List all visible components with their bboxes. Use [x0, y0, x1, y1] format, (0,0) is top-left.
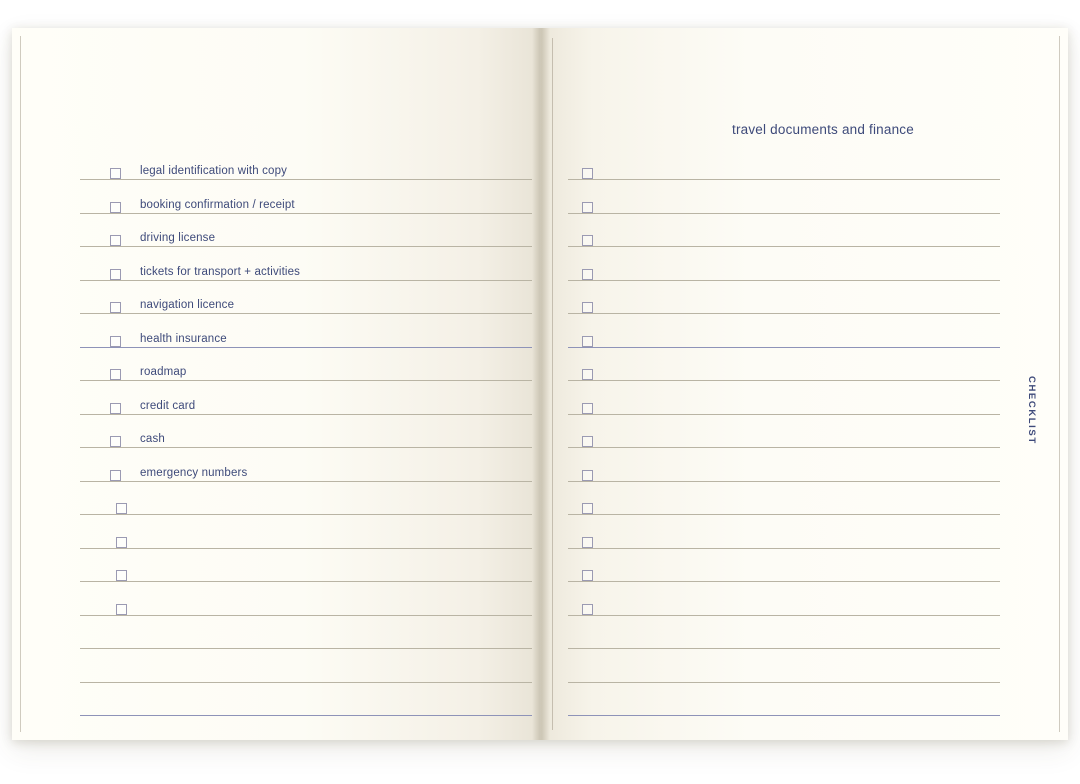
- checkbox-icon[interactable]: [110, 202, 121, 213]
- checklist-row[interactable]: [80, 433, 532, 458]
- checklist-item-label: cash: [140, 433, 165, 445]
- checklist-row[interactable]: [80, 570, 532, 592]
- checkbox-icon[interactable]: [582, 403, 593, 414]
- checkbox-icon[interactable]: [582, 503, 593, 514]
- checkbox-icon[interactable]: [582, 336, 593, 347]
- page-gutter-shadow: [532, 28, 550, 740]
- checkbox-icon[interactable]: [582, 302, 593, 313]
- checklist-row[interactable]: [568, 202, 1000, 224]
- blank-write-area[interactable]: [140, 600, 520, 618]
- checkbox-icon[interactable]: [110, 269, 121, 280]
- right-page-edge: [1059, 36, 1060, 732]
- blank-write-area[interactable]: [140, 499, 520, 517]
- checkbox-icon[interactable]: [110, 336, 121, 347]
- checklist-row[interactable]: [80, 266, 532, 291]
- checkbox-icon[interactable]: [116, 604, 127, 615]
- checklist-row[interactable]: [80, 537, 532, 559]
- blank-write-area[interactable]: [608, 265, 978, 283]
- checklist-item-label: health insurance: [140, 333, 227, 345]
- blank-write-area[interactable]: [608, 499, 978, 517]
- checklist-row[interactable]: [568, 604, 1000, 626]
- checkbox-icon[interactable]: [582, 369, 593, 380]
- page-title: travel documents and finance: [732, 122, 914, 137]
- checkbox-icon[interactable]: [116, 570, 127, 581]
- checklist-row[interactable]: [568, 537, 1000, 559]
- checkbox-icon[interactable]: [582, 235, 593, 246]
- checklist-row[interactable]: [80, 333, 532, 358]
- checklist-row[interactable]: [568, 436, 1000, 458]
- checklist-row[interactable]: [80, 199, 532, 224]
- checklist-item-label: roadmap: [140, 366, 187, 378]
- checklist-item-label: tickets for transport + activities: [140, 266, 301, 278]
- checkbox-icon[interactable]: [110, 235, 121, 246]
- checkbox-icon[interactable]: [110, 369, 121, 380]
- notebook-spread: [12, 28, 1068, 740]
- checklist-row[interactable]: [568, 470, 1000, 492]
- checkbox-icon[interactable]: [110, 168, 121, 179]
- checkbox-icon[interactable]: [582, 202, 593, 213]
- blank-write-area[interactable]: [608, 432, 978, 450]
- blank-write-area[interactable]: [140, 533, 520, 551]
- blank-write-area[interactable]: [608, 600, 978, 618]
- checkbox-icon[interactable]: [110, 302, 121, 313]
- checklist-row[interactable]: [568, 369, 1000, 391]
- checklist-row[interactable]: [80, 503, 532, 525]
- checklist-row[interactable]: [568, 336, 1000, 358]
- checklist-row[interactable]: [80, 165, 532, 190]
- checklist-row[interactable]: [568, 235, 1000, 257]
- blank-write-area[interactable]: [608, 466, 978, 484]
- checklist-item-label: legal identification with copy: [140, 165, 288, 177]
- checklist-row[interactable]: [80, 467, 532, 492]
- checklist-row[interactable]: [568, 570, 1000, 592]
- blank-write-area[interactable]: [140, 566, 520, 584]
- checkbox-icon[interactable]: [110, 436, 121, 447]
- checkbox-icon[interactable]: [582, 269, 593, 280]
- page-gutter-fold: [552, 38, 553, 730]
- checkbox-icon[interactable]: [582, 436, 593, 447]
- blank-write-area[interactable]: [608, 332, 978, 350]
- checklist-row[interactable]: [568, 168, 1000, 190]
- blank-write-area[interactable]: [608, 298, 978, 316]
- checklist-item-label: credit card: [140, 400, 196, 412]
- blank-write-area[interactable]: [608, 566, 978, 584]
- checkbox-icon[interactable]: [116, 537, 127, 548]
- blank-write-area[interactable]: [608, 231, 978, 249]
- checklist-row[interactable]: [568, 403, 1000, 425]
- checklist-row[interactable]: [568, 269, 1000, 291]
- blank-write-area[interactable]: [608, 198, 978, 216]
- checklist-item-label: driving license: [140, 232, 216, 244]
- checklist-row[interactable]: [80, 232, 532, 257]
- side-tab-label: CHECKLIST: [1026, 376, 1037, 445]
- blank-write-area[interactable]: [608, 164, 978, 182]
- blank-write-area[interactable]: [608, 533, 978, 551]
- checkbox-icon[interactable]: [582, 537, 593, 548]
- checkbox-icon[interactable]: [582, 470, 593, 481]
- checklist-row[interactable]: [568, 503, 1000, 525]
- checkbox-icon[interactable]: [582, 604, 593, 615]
- checklist-row[interactable]: [80, 366, 532, 391]
- checkbox-icon[interactable]: [116, 503, 127, 514]
- checklist-item-label: booking confirmation / receipt: [140, 199, 295, 211]
- checkbox-icon[interactable]: [582, 168, 593, 179]
- checklist-row[interactable]: [80, 299, 532, 324]
- blank-write-area[interactable]: [608, 365, 978, 383]
- blank-write-area[interactable]: [608, 399, 978, 417]
- checklist-row[interactable]: [568, 302, 1000, 324]
- checkbox-icon[interactable]: [110, 470, 121, 481]
- left-page-edge: [20, 36, 21, 732]
- checklist-row[interactable]: [80, 400, 532, 425]
- checklist-item-label: emergency numbers: [140, 467, 248, 479]
- checklist-row[interactable]: [80, 604, 532, 626]
- checklist-item-label: navigation licence: [140, 299, 235, 311]
- checkbox-icon[interactable]: [582, 570, 593, 581]
- checkbox-icon[interactable]: [110, 403, 121, 414]
